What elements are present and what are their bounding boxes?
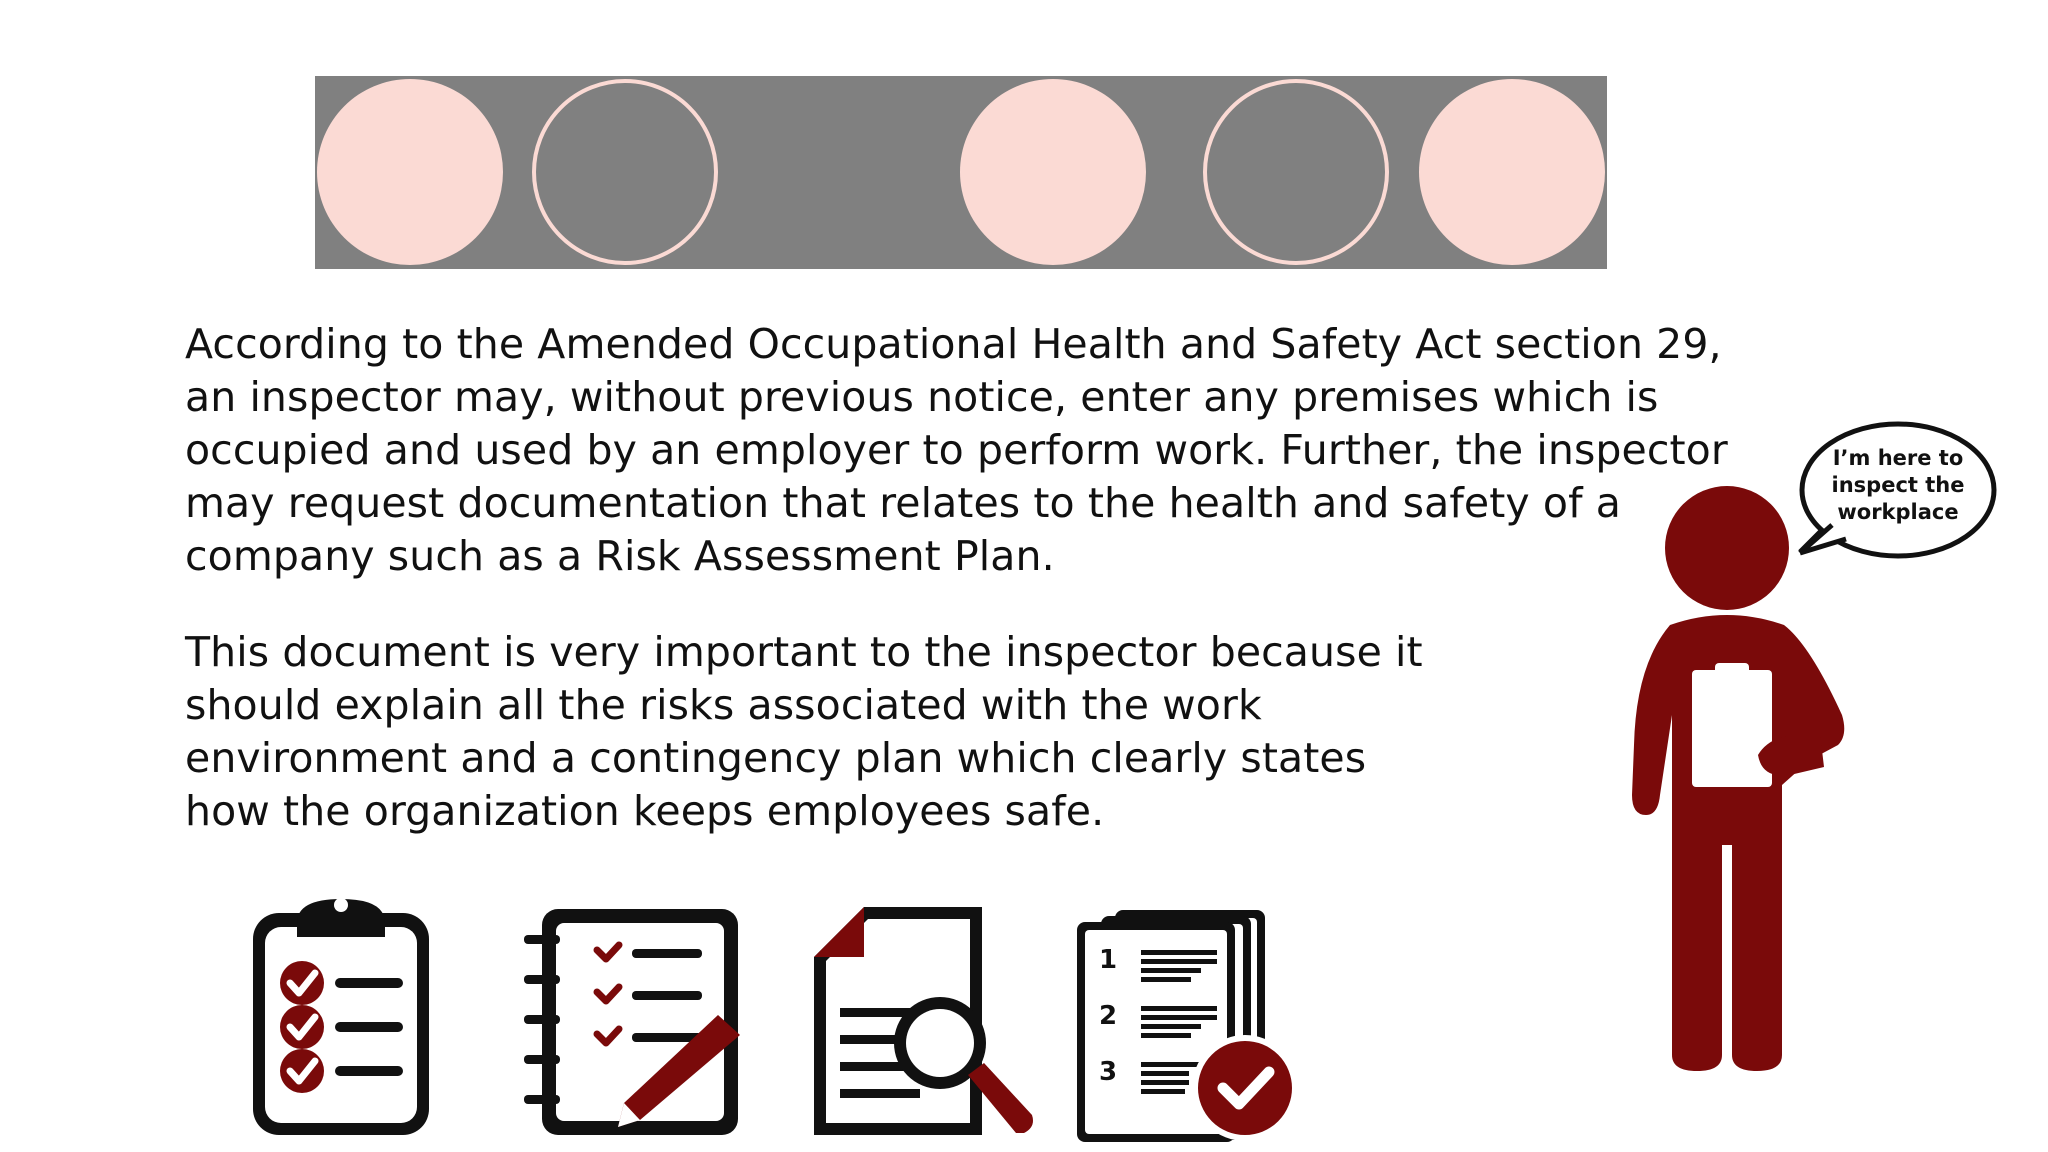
speech-bubble-line: workplace xyxy=(1837,500,1959,524)
clipboard-checklist-icon xyxy=(245,893,440,1145)
banner-circle-filled xyxy=(317,79,503,265)
banner-circle-ring xyxy=(532,79,718,265)
body-paragraph-2 xyxy=(185,626,1465,838)
paragraph-line: environment and a contingency plan which clearly states xyxy=(185,734,1367,782)
list-number: 1 xyxy=(1099,945,1118,975)
list-number: 2 xyxy=(1099,1001,1118,1031)
paragraph-line: should explain all the risks associated with the work xyxy=(185,681,1262,729)
numbered-document-check-icon xyxy=(1075,908,1305,1143)
body-paragraph-1 xyxy=(185,318,1825,583)
banner-circle-filled xyxy=(1419,79,1605,265)
list-number: 3 xyxy=(1099,1057,1118,1087)
banner-circle-filled xyxy=(960,79,1146,265)
paragraph-line: may request documentation that relates to the health and safety of a xyxy=(185,479,1621,527)
speech-bubble-line: inspect the xyxy=(1831,473,1965,497)
paragraph-line: This document is very important to the inspector because it xyxy=(185,628,1423,676)
paragraph-line: company such as a Risk Assessment Plan. xyxy=(185,532,1055,580)
decorative-banner xyxy=(315,76,1607,269)
paragraph-line: an inspector may, without previous notice, enter any premises which is xyxy=(185,373,1659,421)
speech-bubble-line: I’m here to xyxy=(1832,446,1964,470)
paragraph-line: occupied and used by an employer to perform work. Further, the inspector xyxy=(185,426,1728,474)
paragraph-line: According to the Amended Occupational Health and Safety Act section 29, xyxy=(185,320,1722,368)
inspector-figure-icon xyxy=(1610,415,2010,1075)
paragraph-line: how the organization keeps employees safe. xyxy=(185,787,1105,835)
document-search-icon xyxy=(810,903,1038,1143)
banner-circle-ring xyxy=(1203,79,1389,265)
notebook-checklist-icon xyxy=(522,905,742,1140)
